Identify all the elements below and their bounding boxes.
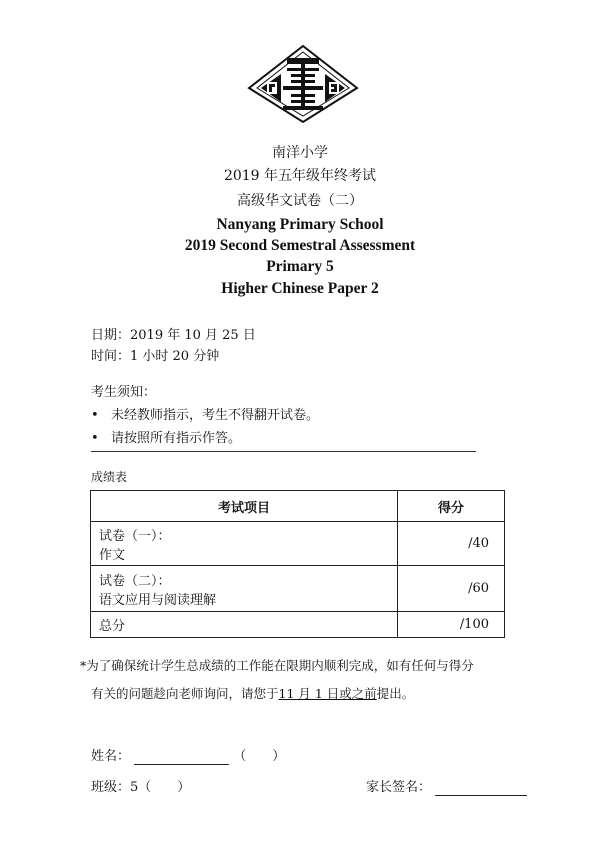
table-header-row	[91, 491, 505, 522]
item-label: 试卷（一）：	[99, 528, 171, 544]
item-cell	[91, 522, 398, 566]
note-text: 提出。	[376, 686, 415, 701]
class-field: 班级：5（ ）	[91, 780, 191, 795]
notice-title: 考生须知：	[91, 385, 157, 400]
note-line-2	[91, 684, 561, 702]
exam-date: 日期：2019 年 10 月 25 日	[91, 328, 256, 343]
score-table-caption: 成绩表	[91, 470, 128, 484]
score-cell: /60	[398, 566, 505, 612]
item-label: 试卷（二）：	[99, 573, 171, 589]
name-blank[interactable]	[134, 749, 229, 765]
item-sublabel: 语文应用与阅读理解	[99, 592, 217, 608]
parent-signature-label: 家长签名：	[366, 780, 432, 795]
school-crest-icon	[247, 44, 359, 124]
item-cell	[91, 566, 398, 612]
notice-item-text: 未经教师指示，考生不得翻开试卷。	[111, 408, 320, 423]
note-deadline: 11 月 1 日或之前	[278, 686, 377, 701]
item-cell	[91, 612, 398, 638]
divider	[91, 451, 476, 452]
exam-title-zh: 2019 年五年级年终考试	[223, 168, 377, 184]
exam-duration: 时间：1 小时 20 分钟	[91, 349, 220, 364]
level-en: Primary 5	[266, 258, 334, 275]
notice-item	[91, 427, 241, 446]
notice-item	[91, 404, 319, 423]
note-text: 有关的问题趁向老师询问，请您于	[91, 686, 279, 701]
paper-title-en: Higher Chinese Paper 2	[221, 280, 379, 297]
table-row	[91, 612, 505, 638]
school-name-en: Nanyang Primary School	[216, 216, 384, 233]
bullet-icon: •	[91, 408, 99, 423]
name-field	[91, 745, 285, 765]
bullet-icon: •	[91, 431, 99, 446]
exam-title-en: 2019 Second Semestral Assessment	[184, 237, 416, 254]
school-name-zh: 南洋小学	[272, 145, 328, 161]
paper-title-zh: 高级华文试卷（二）	[237, 193, 363, 209]
note-line-1: *为了确保统计学生总成绩的工作能在限期内顺利完成，如有任何与得分	[80, 658, 474, 673]
score-table	[90, 490, 505, 638]
table-row	[91, 522, 505, 566]
item-sublabel: 作文	[99, 547, 126, 563]
table-row	[91, 566, 505, 612]
column-header-item: 考试项目	[91, 491, 398, 522]
item-label: 总分	[99, 619, 126, 634]
index-paren: （ ）	[233, 749, 286, 764]
name-label: 姓名：	[91, 749, 131, 764]
score-cell: /40	[398, 522, 505, 566]
score-cell: /100	[398, 612, 505, 638]
column-header-score: 得分	[398, 491, 505, 522]
notice-item-text: 请按照所有指示作答。	[111, 431, 242, 446]
parent-signature-field	[366, 776, 527, 796]
parent-signature-blank[interactable]	[435, 780, 527, 796]
